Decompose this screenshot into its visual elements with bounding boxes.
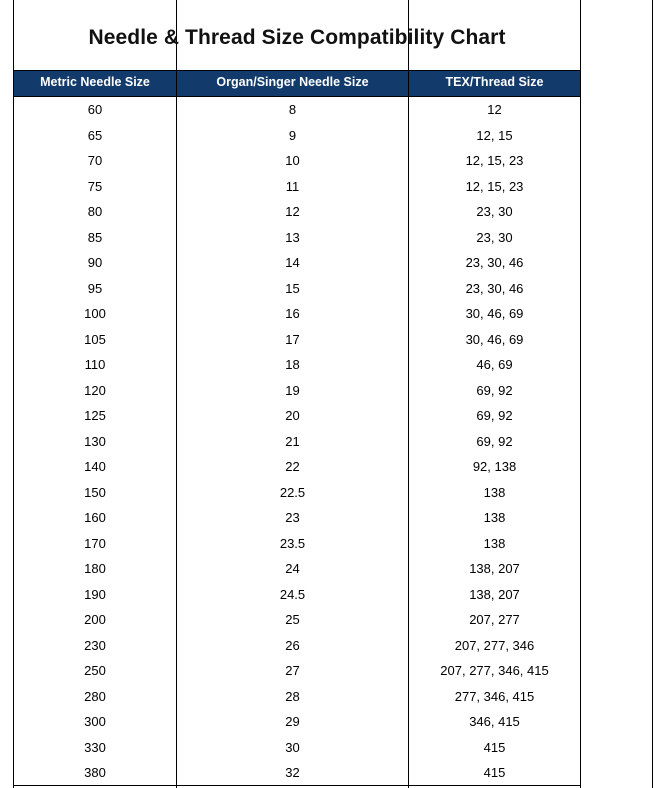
table-row (14, 173, 581, 199)
table-cell: 120 (14, 377, 177, 403)
table-row (14, 632, 581, 658)
table-cell: 138 (409, 479, 581, 505)
table-cell: 380 (14, 760, 177, 786)
table-cell: 23, 30 (409, 199, 581, 225)
table-cell: 110 (14, 352, 177, 378)
table-cell: 75 (14, 173, 177, 199)
table-cell: 180 (14, 556, 177, 582)
table-row (14, 122, 581, 148)
table-cell: 17 (177, 326, 409, 352)
table-row (14, 301, 581, 327)
table-cell: 23, 30, 46 (409, 275, 581, 301)
column-header-organ-singer-needle-size: Organ/Singer Needle Size (177, 71, 409, 97)
table-row (14, 224, 581, 250)
table-row (14, 760, 581, 786)
table-cell: 24 (177, 556, 409, 582)
table-cell: 415 (409, 734, 581, 760)
table-cell: 105 (14, 326, 177, 352)
table-cell: 69, 92 (409, 377, 581, 403)
table-row (14, 428, 581, 454)
table-cell: 138 (409, 505, 581, 531)
table-cell: 13 (177, 224, 409, 250)
table-cell: 15 (177, 275, 409, 301)
table-cell: 14 (177, 250, 409, 276)
column-header-tex-thread-size: TEX/Thread Size (409, 71, 581, 97)
table-row (14, 326, 581, 352)
table-cell: 22 (177, 454, 409, 480)
table-row (14, 96, 581, 122)
table-cell: 11 (177, 173, 409, 199)
table-row (14, 607, 581, 633)
table-header (14, 71, 581, 97)
table-row (14, 250, 581, 276)
table-cell: 190 (14, 581, 177, 607)
table-cell: 29 (177, 709, 409, 735)
table-cell: 22.5 (177, 479, 409, 505)
table-cell: 24.5 (177, 581, 409, 607)
table-cell: 26 (177, 632, 409, 658)
table-cell: 23, 30 (409, 224, 581, 250)
table-cell: 30, 46, 69 (409, 326, 581, 352)
page-title: Needle & Thread Size Compatibility Chart (88, 26, 506, 49)
table-cell: 80 (14, 199, 177, 225)
table-cell: 69, 92 (409, 403, 581, 429)
table-cell: 70 (14, 148, 177, 174)
table-cell: 138, 207 (409, 556, 581, 582)
table-cell: 280 (14, 683, 177, 709)
table-cell: 207, 277, 346, 415 (409, 658, 581, 684)
needle-thread-table (13, 70, 581, 786)
table-cell: 12 (409, 96, 581, 122)
table-cell: 30 (177, 734, 409, 760)
table-cell: 125 (14, 403, 177, 429)
table-row (14, 454, 581, 480)
table-header-row (14, 71, 581, 97)
table-cell: 69, 92 (409, 428, 581, 454)
table-cell: 9 (177, 122, 409, 148)
table-cell: 138, 207 (409, 581, 581, 607)
table-cell: 85 (14, 224, 177, 250)
table-cell: 200 (14, 607, 177, 633)
table-cell: 250 (14, 658, 177, 684)
table-cell: 95 (14, 275, 177, 301)
grid-line-right (652, 0, 653, 788)
table-cell: 25 (177, 607, 409, 633)
table-cell: 18 (177, 352, 409, 378)
table-cell: 90 (14, 250, 177, 276)
table-row (14, 403, 581, 429)
table-cell: 23.5 (177, 530, 409, 556)
table-cell: 21 (177, 428, 409, 454)
table-cell: 16 (177, 301, 409, 327)
table-row (14, 581, 581, 607)
table-cell: 100 (14, 301, 177, 327)
table-cell: 19 (177, 377, 409, 403)
table-cell: 23, 30, 46 (409, 250, 581, 276)
table-row (14, 148, 581, 174)
table-cell: 138 (409, 530, 581, 556)
table-row (14, 275, 581, 301)
table-row (14, 734, 581, 760)
table-row (14, 199, 581, 225)
table-row (14, 683, 581, 709)
table-cell: 130 (14, 428, 177, 454)
table-cell: 300 (14, 709, 177, 735)
table-row (14, 709, 581, 735)
table-cell: 12, 15, 23 (409, 173, 581, 199)
table-cell: 230 (14, 632, 177, 658)
table-cell: 28 (177, 683, 409, 709)
table-row (14, 479, 581, 505)
table-cell: 32 (177, 760, 409, 786)
table-cell: 8 (177, 96, 409, 122)
table-cell: 160 (14, 505, 177, 531)
table-body (14, 96, 581, 786)
table-cell: 10 (177, 148, 409, 174)
table-cell: 12 (177, 199, 409, 225)
table-cell: 277, 346, 415 (409, 683, 581, 709)
page-title-container (14, 26, 580, 50)
table-cell: 170 (14, 530, 177, 556)
table-cell: 60 (14, 96, 177, 122)
table-cell: 207, 277 (409, 607, 581, 633)
column-header-metric-needle-size: Metric Needle Size (14, 71, 177, 97)
table-cell: 46, 69 (409, 352, 581, 378)
table-cell: 415 (409, 760, 581, 786)
table-row (14, 556, 581, 582)
table-cell: 330 (14, 734, 177, 760)
table-cell: 150 (14, 479, 177, 505)
table-row (14, 505, 581, 531)
table-cell: 20 (177, 403, 409, 429)
empty-side-column (581, 0, 652, 788)
table-row (14, 352, 581, 378)
table-cell: 92, 138 (409, 454, 581, 480)
table-cell: 30, 46, 69 (409, 301, 581, 327)
table-cell: 27 (177, 658, 409, 684)
table-cell: 23 (177, 505, 409, 531)
table-cell: 140 (14, 454, 177, 480)
table-row (14, 658, 581, 684)
table-cell: 12, 15, 23 (409, 148, 581, 174)
table-cell: 12, 15 (409, 122, 581, 148)
table-cell: 346, 415 (409, 709, 581, 735)
table-cell: 65 (14, 122, 177, 148)
table-cell: 207, 277, 346 (409, 632, 581, 658)
table-row (14, 377, 581, 403)
table-row (14, 530, 581, 556)
